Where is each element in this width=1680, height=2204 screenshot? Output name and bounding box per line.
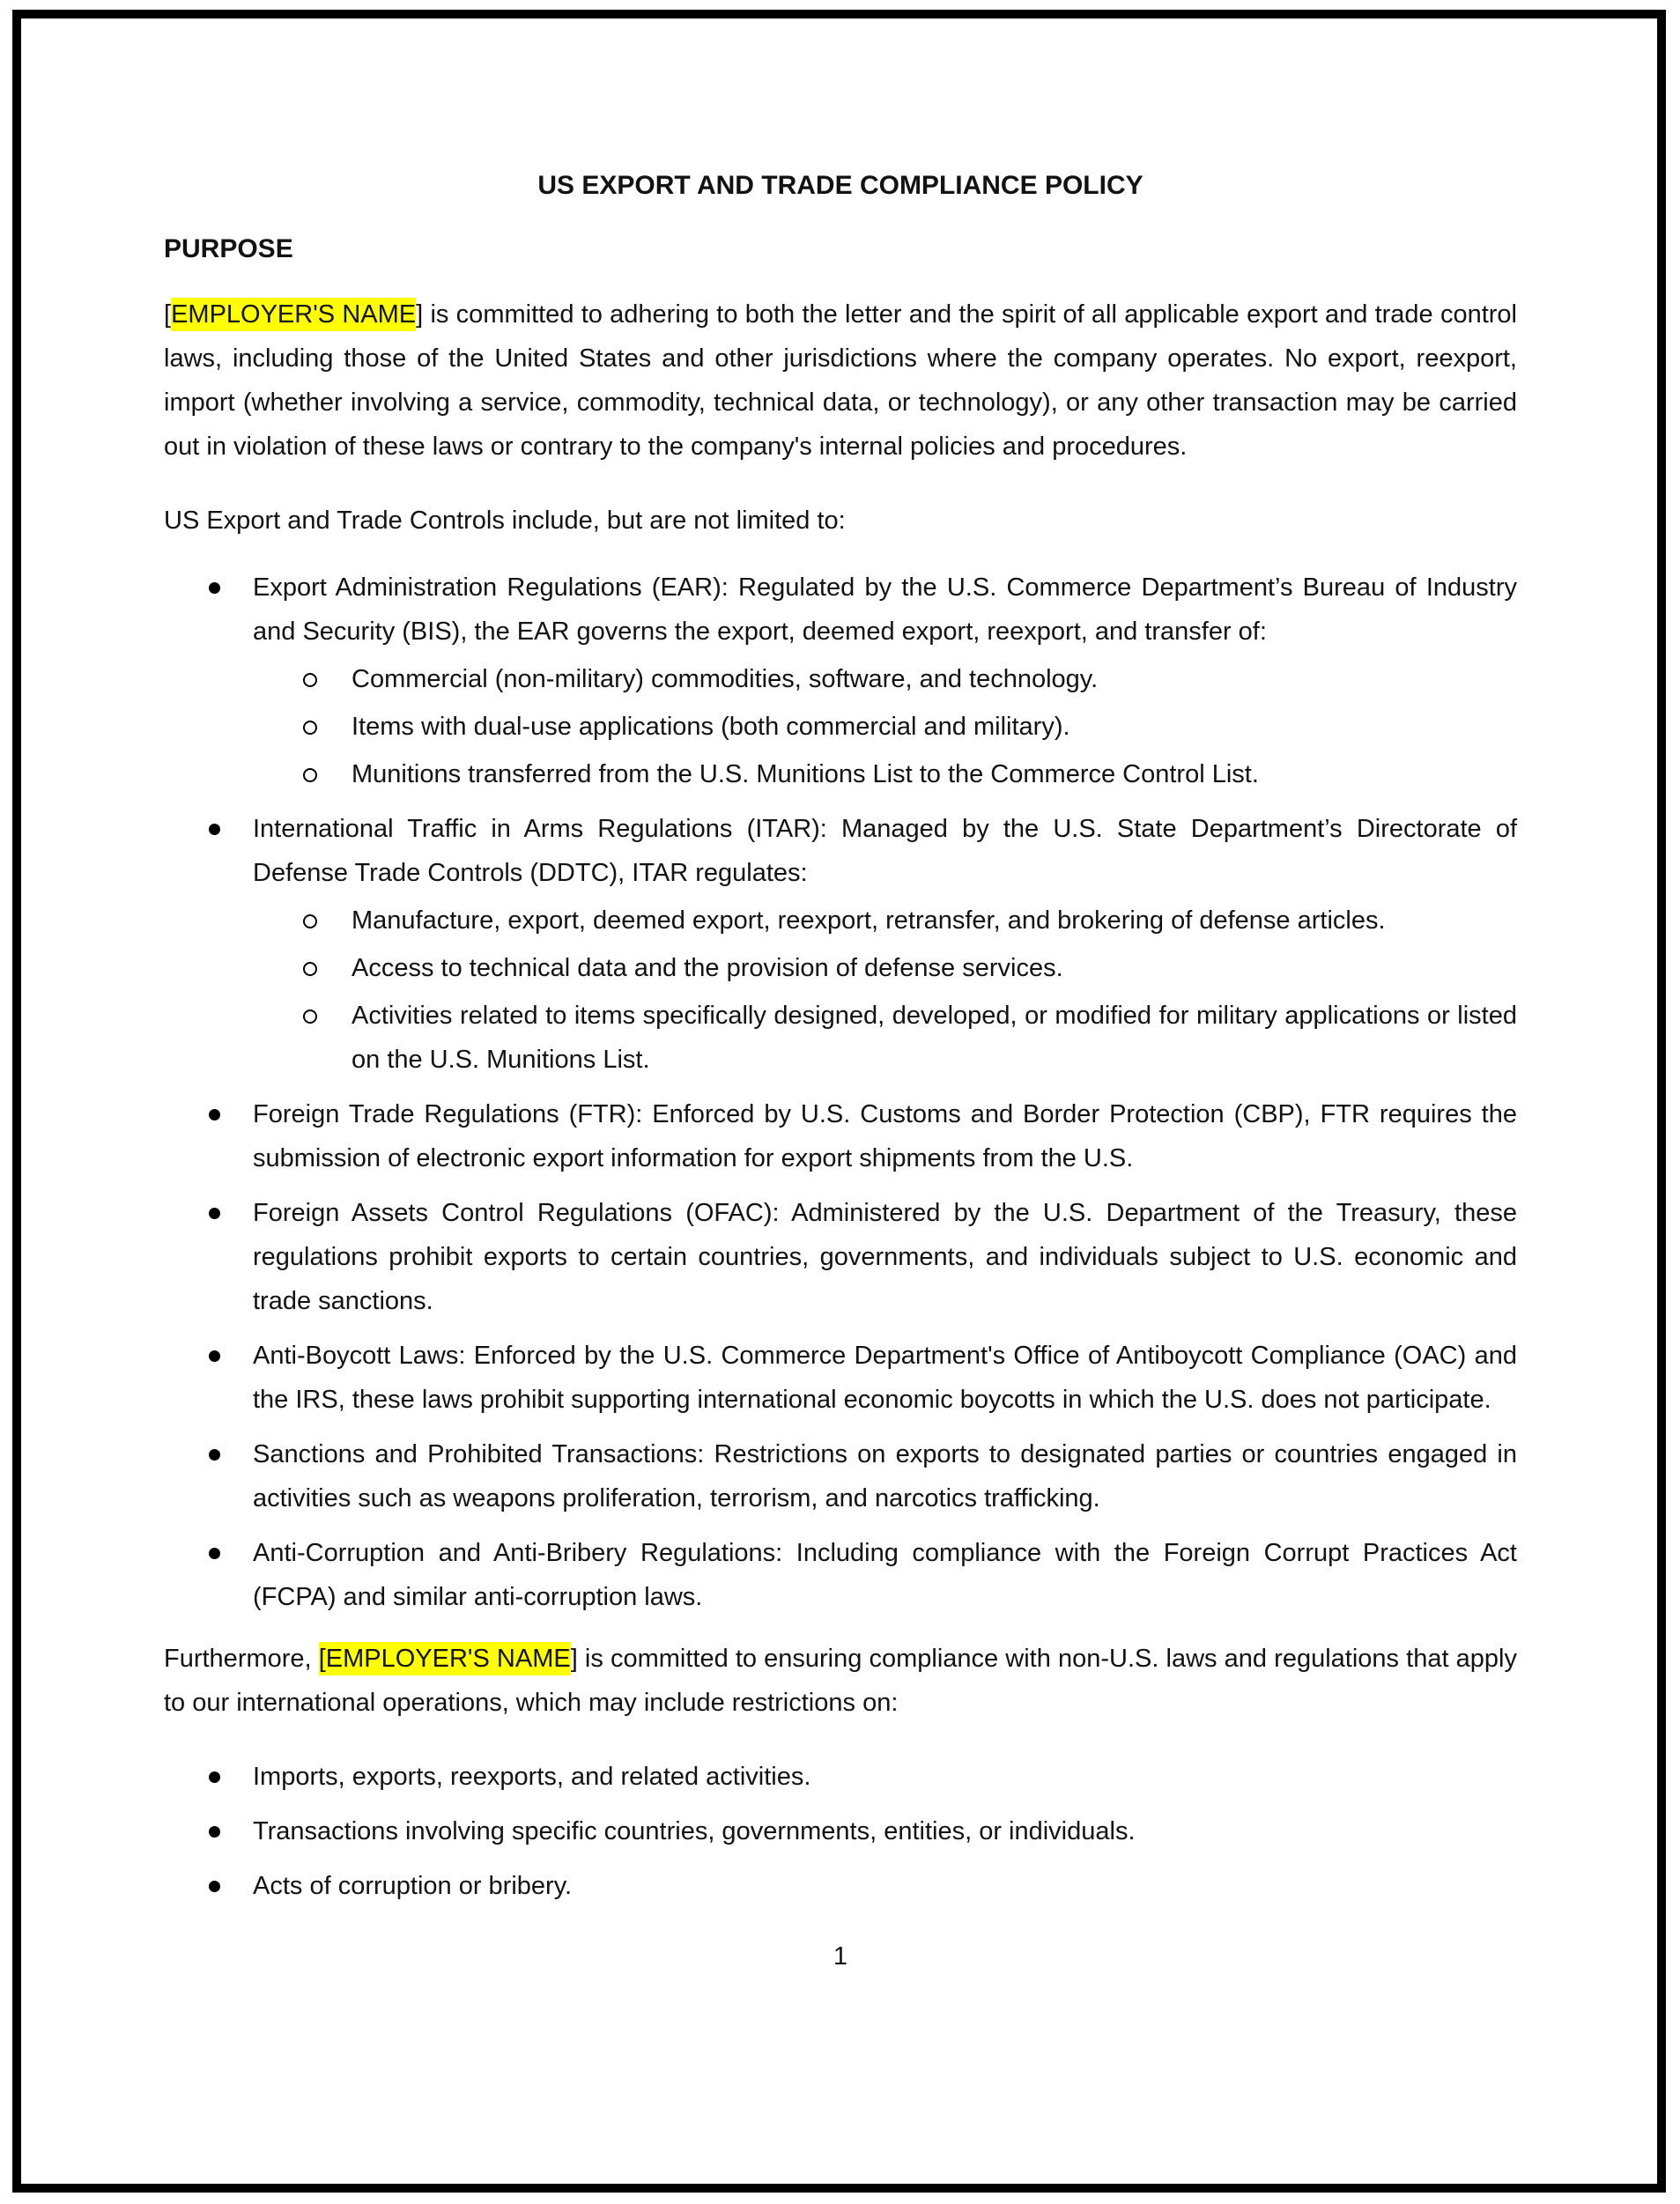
list-item-text: Acts of corruption or bribery. bbox=[253, 1872, 573, 1900]
bullet-icon bbox=[209, 582, 220, 594]
list-item-text: Export Administration Regulations (EAR): Regulated by the U.S. Commerce Department’s Bureau of Industry and Security (BIS), the EAR governs the export, deemed export, reexport, and transfer of: bbox=[253, 573, 1517, 646]
sub-list-item-text: Munitions transferred from the U.S. Munitions List to the Commerce Control List. bbox=[352, 760, 1259, 788]
sub-list-item-text: Items with dual-use applications (both commercial and military). bbox=[352, 713, 1070, 741]
bullet-icon bbox=[209, 1771, 220, 1783]
circle-bullet-icon bbox=[303, 721, 317, 735]
bullet-icon bbox=[209, 1449, 220, 1461]
list-item bbox=[164, 1809, 1517, 1853]
list-item-text: Transactions involving specific countries, governments, entities, or individuals. bbox=[253, 1817, 1136, 1845]
page-number: 1 bbox=[833, 1942, 848, 1971]
list-item bbox=[164, 1864, 1517, 1908]
list-item-text: International Traffic in Arms Regulations (ITAR): Managed by the U.S. State Department’s Directorate of Defense Trade Controls (DDTC), ITAR regulates: bbox=[253, 815, 1517, 887]
list-item bbox=[164, 1531, 1517, 1619]
list-item-text: Sanctions and Prohibited Transactions: Restrictions on exports to designated parties or countries engaged in activities such as weapons proliferation, terrorism, and narcotics trafficking. bbox=[253, 1440, 1517, 1512]
list-item-text: Anti-Corruption and Anti-Bribery Regulations: Including compliance with the Foreign Corrupt Practices Act (FCPA) and similar anti-corruption laws. bbox=[253, 1539, 1517, 1611]
sub-list-item bbox=[253, 705, 1517, 749]
circle-bullet-icon bbox=[303, 914, 317, 928]
bullet-icon bbox=[209, 1881, 220, 1892]
bullet-icon bbox=[209, 1826, 220, 1838]
furthermore-suffix: ] is committed to ensuring compliance with non-U.S. laws and regulations that apply to our international operations, which may include restrictions on: bbox=[164, 1645, 1517, 1717]
list-item-text: Foreign Trade Regulations (FTR): Enforced by U.S. Customs and Border Protection (CBP), FTR requires the submission of electronic export information for export shipments from the U.S. bbox=[253, 1100, 1517, 1172]
sub-list-item-text: Manufacture, export, deemed export, reexport, retransfer, and brokering of defense articles. bbox=[352, 906, 1386, 935]
furthermore-paragraph bbox=[164, 1637, 1517, 1725]
furthermore-prefix: Furthermore, bbox=[164, 1645, 319, 1673]
list-item bbox=[164, 807, 1517, 1082]
sub-list-item-text: Access to technical data and the provision of defense services. bbox=[352, 954, 1063, 982]
employer-name-placeholder: EMPLOYER'S NAME bbox=[171, 298, 416, 331]
bullet-icon bbox=[209, 1350, 220, 1362]
circle-bullet-icon bbox=[303, 1010, 317, 1024]
bullet-icon bbox=[209, 824, 220, 835]
sub-list-item-text: Commercial (non-military) commodities, software, and technology. bbox=[352, 665, 1099, 693]
purpose-paragraph-suffix: ] is committed to adhering to both the letter and the spirit of all applicable export and trade control laws, including those of the United States and other jurisdictions where the company operates. No export, reexport, import (whether involving a service, commodity, technical data, or technology), or any other transaction may be carried out in violation of these laws or contrary to the company's internal policies and procedures. bbox=[164, 300, 1517, 461]
sub-list-item bbox=[253, 946, 1517, 990]
bullet-icon bbox=[209, 1548, 220, 1559]
sub-list-item bbox=[253, 899, 1517, 943]
list-item bbox=[164, 566, 1517, 796]
list-item-text: Imports, exports, reexports, and related activities. bbox=[253, 1763, 811, 1791]
non-us-restrictions-list bbox=[164, 1755, 1517, 1908]
purpose-paragraph bbox=[164, 292, 1517, 469]
sub-list-item bbox=[253, 657, 1517, 701]
document-content bbox=[164, 164, 1517, 1978]
list-item bbox=[164, 1191, 1517, 1323]
controls-intro-line: US Export and Trade Controls include, but are not limited to: bbox=[164, 507, 846, 535]
sub-list-item bbox=[253, 752, 1517, 796]
controls-sublist bbox=[253, 657, 1517, 796]
document-title: US EXPORT AND TRADE COMPLIANCE POLICY bbox=[537, 171, 1143, 200]
bullet-icon bbox=[209, 1109, 220, 1120]
list-item bbox=[164, 1432, 1517, 1520]
purpose-heading: PURPOSE bbox=[164, 234, 293, 263]
list-item bbox=[164, 1334, 1517, 1422]
controls-list bbox=[164, 566, 1517, 1619]
purpose-paragraph-prefix: [ bbox=[164, 300, 172, 329]
list-item bbox=[164, 1755, 1517, 1799]
circle-bullet-icon bbox=[303, 673, 317, 687]
list-item-text: Foreign Assets Control Regulations (OFAC): Administered by the U.S. Department of the Treasury, these regulations prohibit exports to certain countries, governments, and individuals subject to U.S. economic and trade sanctions. bbox=[253, 1199, 1517, 1315]
controls-sublist bbox=[253, 899, 1517, 1082]
list-item-text: Anti-Boycott Laws: Enforced by the U.S. Commerce Department's Office of Antiboycott Compliance (OAC) and the IRS, these laws prohibit supporting international economic boycotts in which the U.S. does not participate. bbox=[253, 1342, 1517, 1414]
circle-bullet-icon bbox=[303, 768, 317, 782]
circle-bullet-icon bbox=[303, 962, 317, 976]
sub-list-item bbox=[253, 994, 1517, 1082]
list-item bbox=[164, 1092, 1517, 1180]
sub-list-item-text: Activities related to items specifically designed, developed, or modified for military applications or listed on the U.S. Munitions List. bbox=[352, 1002, 1517, 1074]
bullet-icon bbox=[209, 1208, 220, 1219]
employer-name-placeholder: [EMPLOYER'S NAME bbox=[319, 1642, 571, 1675]
